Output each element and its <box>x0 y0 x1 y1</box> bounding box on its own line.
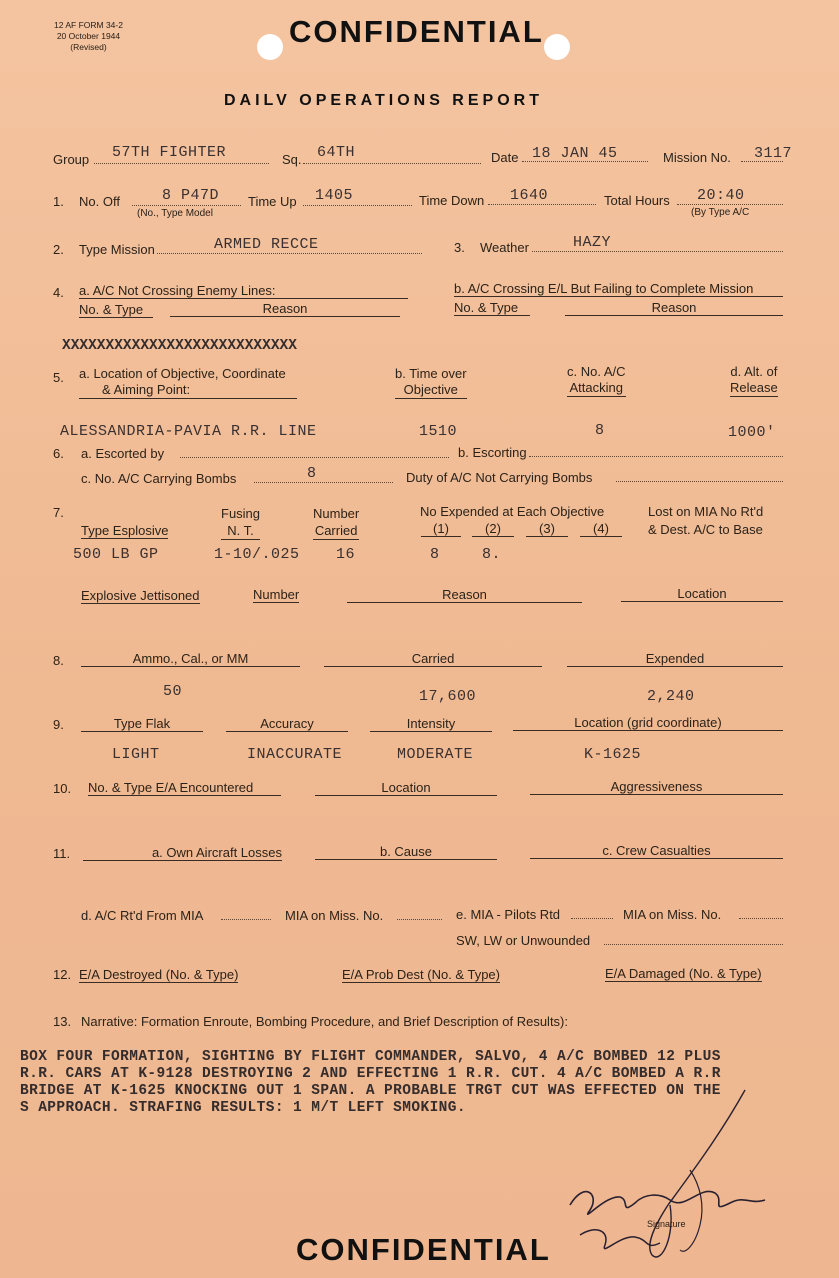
no-off-line <box>132 205 241 206</box>
time-over-value: 1510 <box>419 423 458 440</box>
type-mission-value: ARMED RECCE <box>214 236 319 253</box>
objective-label-line2: & Aiming Point: <box>79 382 297 399</box>
mia-miss-no-2-line <box>739 918 783 919</box>
flak-location-value: K-1625 <box>584 746 642 763</box>
total-hours-line <box>677 204 783 205</box>
total-hours-sub: (By Type A/C <box>691 207 750 218</box>
type-mission-line <box>157 253 422 254</box>
objective-label-line1: a. Location of Objective, Coordinate <box>79 366 286 381</box>
escorted-label: a. Escorted by <box>81 446 165 461</box>
form-id <box>54 20 123 53</box>
s11-num: 11. <box>53 846 71 861</box>
rtd-from-mia-line <box>221 919 271 920</box>
expended-1-value: 8 <box>430 546 440 563</box>
narrative-label: Narrative: Formation Enroute, Bombing Procedure, and Brief Description of Results): <box>81 1014 568 1029</box>
time-down-label: Time Down <box>419 193 485 208</box>
s10-num: 10. <box>53 781 72 796</box>
type-flak-label: Type Flak <box>81 716 203 732</box>
objective-location-value: ALESSANDRIA-PAVIA R.R. LINE <box>60 423 317 440</box>
time-over-label <box>395 366 467 399</box>
fusing-value: 1-10/.025 <box>214 546 300 563</box>
s4-num: 4. <box>53 285 64 300</box>
punch-hole <box>544 34 570 60</box>
confidential-bottom: CONFIDENTIAL <box>296 1232 551 1267</box>
s7-num: 7. <box>53 505 64 520</box>
carried-value: 17,600 <box>419 688 477 705</box>
expended-ammo-label: Expended <box>567 651 783 667</box>
total-hours-value: 20:40 <box>697 187 745 204</box>
narrative-line-2: R.R. CARS AT K-9128 DESTROYING 2 AND EFFECTING 1 R.R. CUT. 4 A/C BOMBED A R.R <box>20 1066 721 1082</box>
mission-label: Mission No. <box>663 150 731 165</box>
intensity-label: Intensity <box>370 716 492 732</box>
objective-col-1: (1) <box>421 521 461 537</box>
date-value: 18 JAN 45 <box>532 145 618 162</box>
number-carried-line2: Carried <box>314 523 358 538</box>
lost-line2: & Dest. A/C to Base <box>648 522 763 537</box>
s4b-no-type: No. & Type <box>454 300 530 316</box>
attacking-line1: c. No. A/C <box>567 364 626 379</box>
ammo-label: Ammo., Cal., or MM <box>81 651 300 667</box>
type-explosive-label: Type Esplosive <box>81 523 169 538</box>
a-c-crossing-label: b. A/C Crossing E/L But Failing to Complete Mission <box>454 281 783 297</box>
wounded-line <box>604 944 783 945</box>
narrative-line-4: S APPROACH. STRAFING RESULTS: 1 M/T LEFT SMOKING. <box>20 1100 466 1116</box>
s4b-reason: Reason <box>565 300 783 316</box>
attacking-label <box>567 364 626 397</box>
ea-prob-dest-label: E/A Prob Dest (No. & Type) <box>342 967 500 982</box>
time-up-line <box>303 205 412 206</box>
carried-label: Carried <box>324 651 542 667</box>
escorted-line <box>180 457 449 458</box>
group-line <box>94 163 269 164</box>
bombs-value: 8 <box>307 465 317 482</box>
explosive-type-value: 500 LB GP <box>73 546 159 563</box>
sq-value: 64TH <box>317 144 356 161</box>
s13-num: 13. <box>53 1014 72 1029</box>
fusing-line1: Fusing <box>221 506 261 521</box>
crew-casualties-label: c. Crew Casualties <box>530 843 783 859</box>
mission-value: 3117 <box>754 145 793 162</box>
handwritten-signature <box>550 1085 800 1275</box>
ea-location-label: Location <box>315 780 497 796</box>
weather-label: Weather <box>480 240 529 255</box>
form-revised: (Revised) <box>70 42 107 52</box>
number-carried-label <box>313 505 359 540</box>
jettisoned-location-label: Location <box>621 586 783 602</box>
s9-num: 9. <box>53 717 64 732</box>
group-value: 57TH FIGHTER <box>112 144 227 161</box>
s4a-no-type: No. & Type <box>79 302 153 318</box>
bombs-line <box>254 482 393 483</box>
duty-label: Duty of A/C Not Carrying Bombs <box>406 470 593 485</box>
objective-label <box>79 366 297 399</box>
no-off-label: No. Off <box>79 194 120 209</box>
pilots-rtd-label: e. MIA - Pilots Rtd <box>456 907 561 922</box>
weather-line <box>532 251 783 252</box>
fusing-line2: N. T. <box>221 522 260 540</box>
mia-miss-no-2-label: MIA on Miss. No. <box>623 907 722 922</box>
time-up-value: 1405 <box>315 187 354 204</box>
jettisoned-number-label: Number <box>253 587 300 602</box>
weather-value: HAZY <box>573 234 612 251</box>
flak-location-label: Location (grid coordinate) <box>513 715 783 731</box>
escorting-line <box>529 456 783 457</box>
own-losses-label: a. Own Aircraft Losses <box>83 845 282 861</box>
time-down-value: 1640 <box>510 187 549 204</box>
a-c-not-crossing-label: a. A/C Not Crossing Enemy Lines: <box>79 283 408 299</box>
accuracy-value: INACCURATE <box>247 746 343 763</box>
s1-num: 1. <box>53 194 64 209</box>
escorting-label: b. Escorting <box>458 445 527 460</box>
number-carried-line1: Number <box>313 506 360 521</box>
time-over-line2: Objective <box>395 382 467 399</box>
objective-col-4: (4) <box>580 521 622 537</box>
flak-type-value: LIGHT <box>112 746 160 763</box>
time-up-label: Time Up <box>248 194 297 209</box>
attacking-value: 8 <box>595 422 605 439</box>
aggressiveness-label: Aggressiveness <box>530 779 783 795</box>
pilots-rtd-line <box>571 918 613 919</box>
expended-ammo-value: 2,240 <box>647 688 695 705</box>
jettisoned-label: Explosive Jettisoned <box>81 588 200 603</box>
ammo-value: 50 <box>163 683 183 700</box>
mia-miss-no-1-label: MIA on Miss. No. <box>285 908 384 923</box>
ea-damaged-label: E/A Damaged (No. & Type) <box>605 966 762 981</box>
attacking-line2: Attacking <box>567 380 626 397</box>
no-off-sub: (No., Type Model <box>137 208 213 219</box>
group-label: Group <box>53 152 90 167</box>
s12-num: 12. <box>53 967 72 982</box>
bombs-label: c. No. A/C Carrying Bombs <box>81 471 237 486</box>
time-down-line <box>488 204 596 205</box>
fusing-label <box>221 505 260 540</box>
release-label <box>730 364 778 397</box>
s4a-reason: Reason <box>170 301 400 317</box>
s3-num: 3. <box>454 240 465 255</box>
signature-label: Signature <box>647 1219 686 1229</box>
objective-col-2: (2) <box>472 521 514 537</box>
wounded-label: SW, LW or Unwounded <box>456 933 591 948</box>
type-mission-label: Type Mission <box>79 242 155 257</box>
duty-line <box>616 481 783 482</box>
lost-line1: Lost on MIA No Rt'd <box>648 504 764 519</box>
no-off-value: 8 P47D <box>162 187 220 204</box>
narrative-line-1: BOX FOUR FORMATION, SIGHTING BY FLIGHT COMMANDER, SALVO, 4 A/C BOMBED 12 PLUS <box>20 1049 721 1065</box>
report-title: DAILV OPERATIONS REPORT <box>224 92 543 109</box>
expended-2-value: 8. <box>482 546 502 563</box>
ea-destroyed-label: E/A Destroyed (No. & Type) <box>79 967 239 982</box>
sq-label: Sq. <box>282 152 302 167</box>
cause-label: b. Cause <box>315 844 497 860</box>
form-number: 12 AF FORM 34-2 <box>54 20 123 30</box>
expended-label: No Expended at Each Objective <box>420 504 605 519</box>
rtd-from-mia-label: d. A/C Rt'd From MIA <box>81 908 204 923</box>
mia-miss-no-1-line <box>397 919 442 920</box>
time-over-line1: b. Time over <box>395 366 467 381</box>
confidential-top: CONFIDENTIAL <box>289 14 544 49</box>
form-date: 20 October 1944 <box>56 31 121 41</box>
release-line1: d. Alt. of <box>730 364 778 379</box>
total-hours-label: Total Hours <box>604 193 670 208</box>
lost-label <box>648 503 763 539</box>
release-alt-value: 1000' <box>728 424 776 441</box>
intensity-value: MODERATE <box>397 746 474 763</box>
struck-out-line: XXXXXXXXXXXXXXXXXXXXXXXXXXX <box>62 338 297 354</box>
number-carried-value: 16 <box>336 546 356 563</box>
accuracy-label: Accuracy <box>226 716 348 732</box>
sq-line <box>303 163 481 164</box>
punch-hole <box>257 34 283 60</box>
release-line2: Release <box>730 380 778 395</box>
narrative-line-3: BRIDGE AT K-1625 KNOCKING OUT 1 SPAN. A PROBABLE TRGT CUT WAS EFFECTED ON THE <box>20 1083 721 1099</box>
objective-col-3: (3) <box>526 521 568 537</box>
jettisoned-reason-label: Reason <box>347 587 582 603</box>
s6-num: 6. <box>53 446 64 461</box>
s5-num: 5. <box>53 370 64 385</box>
s8-num: 8. <box>53 653 64 668</box>
s2-num: 2. <box>53 242 64 257</box>
ea-encountered-label: No. & Type E/A Encountered <box>88 780 281 796</box>
date-label: Date <box>491 150 519 165</box>
